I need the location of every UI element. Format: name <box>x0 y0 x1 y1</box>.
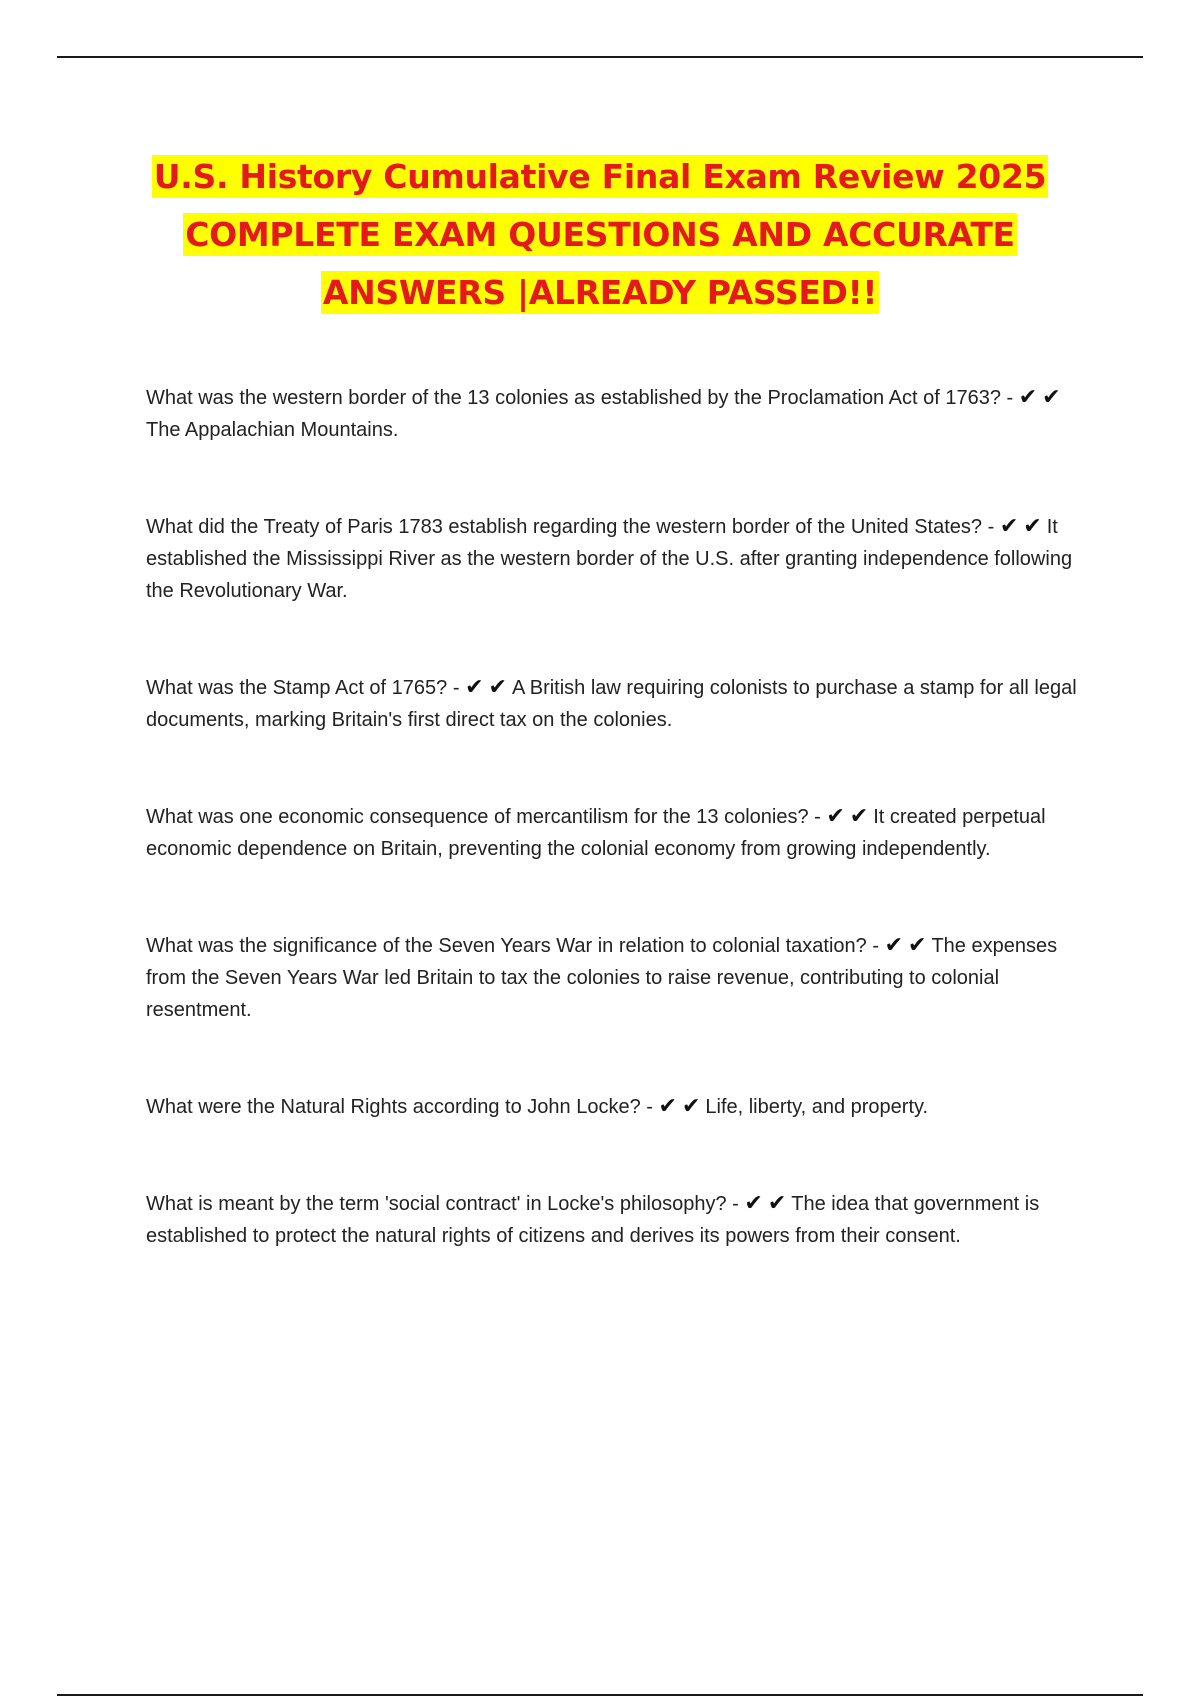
checkmark-icon: ✔ <box>908 933 927 958</box>
separator: - <box>808 806 827 828</box>
checkmark-icon: ✔ <box>658 1094 677 1119</box>
answer-text: A British law requiring colonists to purchase a stamp for all legal documents, marking Britain's first direct tax on the colonies. <box>146 677 1077 731</box>
question-text: What is meant by the term 'social contract' in Locke's philosophy? <box>146 1193 727 1215</box>
qa-item <box>146 382 1096 446</box>
question-text: What did the Treaty of Paris 1783 establish regarding the western border of the United States? <box>146 516 983 538</box>
qa-item <box>146 930 1096 1026</box>
answer-text: The idea that government is established to protect the natural rights of citizens and derives its powers from their consent. <box>146 1193 1040 1247</box>
answer-text: It created perpetual economic dependence on Britain, preventing the colonial economy from growing independently. <box>146 806 1046 860</box>
checkmark-icon: ✔ <box>744 1191 763 1216</box>
separator: - <box>982 516 1000 538</box>
question-text: What was the significance of the Seven Years War in relation to colonial taxation? <box>146 935 867 957</box>
qa-item <box>146 801 1096 865</box>
answer-text: The Appalachian Mountains. <box>146 419 399 441</box>
answer-text: Life, liberty, and property. <box>705 1096 929 1118</box>
question-text: What were the Natural Rights according to John Locke? <box>146 1096 641 1118</box>
separator: - <box>866 935 885 957</box>
checkmark-icon: ✔ <box>767 1191 787 1216</box>
qa-item <box>146 1188 1096 1252</box>
separator: - <box>447 677 466 699</box>
checkmark-icon: ✔ <box>849 804 869 829</box>
title-line: COMPLETE EXAM QUESTIONS AND ACCURATE <box>185 215 1015 254</box>
title-line: U.S. History Cumulative Final Exam Review 2025 <box>153 157 1047 196</box>
checkmark-icon: ✔ <box>1018 385 1038 410</box>
question-text: What was the western border of the 13 colonies as established by the Proclamation Act of 1763? <box>146 387 1001 409</box>
checkmark-icon: ✔ <box>681 1094 701 1119</box>
separator: - <box>1000 387 1019 409</box>
qa-item <box>146 511 1096 607</box>
separator: - <box>640 1096 659 1118</box>
checkmark-icon: ✔ <box>999 514 1019 539</box>
checkmark-icon: ✔ <box>884 933 903 958</box>
top-rule <box>57 56 1143 58</box>
qa-item <box>146 672 1096 736</box>
answer-text: The expenses from the Seven Years War led Britain to tax the colonies to raise revenue, contributing to colonial resentment. <box>146 935 1058 1021</box>
qa-item <box>146 1091 1096 1123</box>
checkmark-icon: ✔ <box>465 675 484 700</box>
title-line: ANSWERS |ALREADY PASSED!! <box>322 273 878 312</box>
checkmark-icon: ✔ <box>1023 514 1042 539</box>
answer-text: It established the Mississippi River as the western border of the U.S. after granting independence following the Revolutionary War. <box>146 516 1073 602</box>
question-text: What was the Stamp Act of 1765? <box>146 677 448 699</box>
document-title <box>120 148 1080 322</box>
bottom-rule <box>57 1694 1143 1696</box>
checkmark-icon: ✔ <box>1042 385 1061 410</box>
separator: - <box>726 1193 745 1215</box>
checkmark-icon: ✔ <box>488 675 507 700</box>
qa-list <box>146 382 1096 1317</box>
checkmark-icon: ✔ <box>826 804 845 829</box>
question-text: What was one economic consequence of mercantilism for the 13 colonies? <box>146 806 809 828</box>
